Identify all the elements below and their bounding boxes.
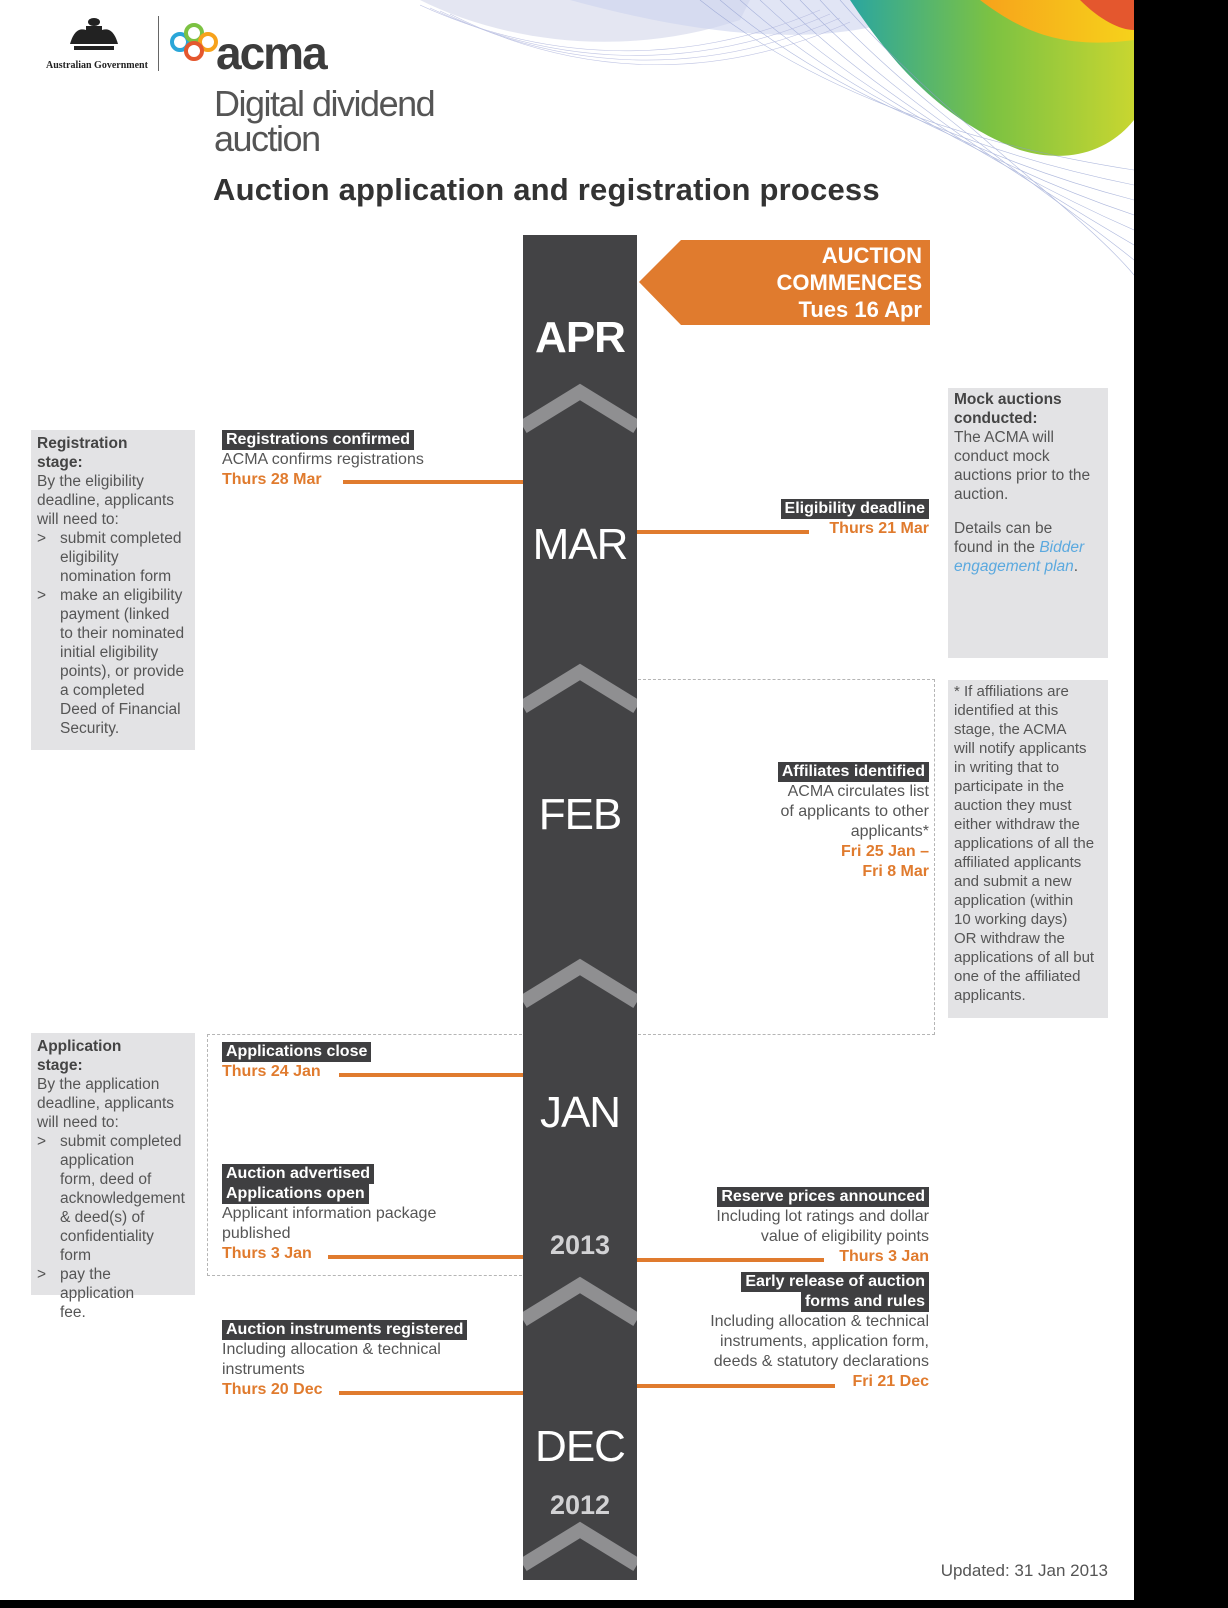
application-intro-2: deadline, applicants: [37, 1095, 175, 1112]
affiliation-note-line: will notify applicants: [954, 740, 1087, 757]
callout-line-3: Tues 16 Apr: [798, 297, 922, 322]
event-reserve-prices: [716, 1187, 929, 1267]
application-intro-3: will need to:: [37, 1114, 119, 1131]
bullet-marker: >: [37, 1266, 47, 1283]
bullet-text: make an eligibility: [60, 587, 183, 604]
month-feb: FEB: [538, 790, 622, 839]
acma-wordmark: acma: [216, 27, 326, 79]
page-title: Auction application and registration process: [213, 172, 880, 207]
registration-title-1: Registration: [37, 435, 128, 452]
bullet-text: submit completed: [60, 1133, 182, 1150]
chevron-separators: [523, 235, 637, 1580]
bullet-text: to their nominated: [60, 625, 185, 642]
application-bullet-2: [37, 1265, 189, 1322]
auction-commences-callout: [639, 240, 930, 325]
bullet-text: acknowledgement: [60, 1190, 185, 1207]
event-date: Thurs 20 Dec: [222, 1381, 323, 1398]
affiliation-note-line: participate in the: [954, 778, 1065, 795]
affiliation-note-line: stage, the ACMA: [954, 721, 1067, 738]
event-description: value of eligibility points: [760, 1228, 929, 1245]
bullet-text: Security.: [60, 720, 120, 737]
subtitle-line-2: auction: [214, 118, 320, 159]
connector-line: [339, 1391, 523, 1395]
connector-line: [328, 1255, 523, 1259]
bullet-text: a completed: [60, 682, 145, 699]
bullet-text: form, deed of: [60, 1171, 152, 1188]
mock-line-4: auction.: [954, 486, 1009, 503]
mock-details-1: Details can be: [954, 520, 1053, 537]
event-label: Applications close: [222, 1042, 371, 1062]
bidder-engagement-link-2[interactable]: engagement plan: [954, 558, 1074, 575]
registration-bullet-1: [37, 529, 189, 586]
chevron-up-icon: [523, 392, 637, 427]
callout-text: [777, 242, 922, 323]
mock-details-2: found in the: [954, 539, 1036, 556]
connector-line: [637, 1384, 835, 1388]
affiliation-note-line: OR withdraw the: [954, 930, 1065, 947]
affiliation-note-line: 10 working days): [954, 911, 1068, 928]
event-description: Including lot ratings and dollar: [716, 1208, 929, 1225]
bullet-text: submit completed: [60, 530, 182, 547]
affiliation-note-box: [948, 680, 1108, 1018]
registration-stage-box: [31, 430, 195, 750]
event-affiliates-identified: [778, 762, 929, 882]
timeline-spine: [523, 235, 637, 1580]
mock-period: .: [1073, 558, 1079, 575]
mock-line-3: auctions prior to the: [954, 467, 1091, 484]
event-date: Fri 8 Mar: [862, 863, 929, 880]
bottom-edge-bar: [0, 1600, 1228, 1608]
registration-intro-2: deadline, applicants: [37, 492, 175, 509]
event-description: instruments: [222, 1361, 305, 1378]
application-intro-1: By the application: [37, 1076, 160, 1093]
affiliation-note-line: auction they must: [954, 797, 1072, 814]
acma-logo-icon: [168, 22, 220, 62]
bullet-text: pay the application: [60, 1266, 135, 1302]
month-apr: APR: [535, 313, 625, 362]
callout-line-1: AUCTION: [821, 243, 922, 268]
event-label: Applications open: [222, 1184, 369, 1204]
event-description: deeds & statutory declarations: [713, 1353, 929, 1370]
bidder-engagement-link-1[interactable]: Bidder: [1039, 539, 1085, 556]
bullet-text: points), or provide: [60, 663, 185, 680]
event-label: Early release of auction: [741, 1272, 929, 1292]
event-label: Registrations confirmed: [222, 430, 414, 450]
event-description: Applicant information package: [222, 1205, 437, 1222]
event-instruments-registered: [222, 1320, 467, 1400]
year-2013: 2013: [549, 1230, 611, 1260]
year-2012: 2012: [549, 1490, 611, 1520]
event-date: Thurs 24 Jan: [222, 1063, 321, 1080]
registration-intro-3: will need to:: [37, 511, 119, 528]
event-date: Thurs 21 Mar: [829, 520, 929, 537]
event-date: Thurs 3 Jan: [839, 1248, 929, 1265]
mock-title-1: Mock auctions: [954, 391, 1062, 408]
mock-auctions-box: [948, 388, 1108, 658]
connector-line: [343, 480, 523, 484]
mock-line-1: The ACMA will: [954, 429, 1054, 446]
event-description: instruments, application form,: [720, 1333, 929, 1350]
mock-title-2: conducted:: [954, 410, 1038, 427]
logo-divider: [158, 16, 159, 71]
connector-line: [339, 1073, 523, 1077]
government-label: Australian Government: [46, 60, 148, 71]
bullet-text: fee.: [60, 1304, 86, 1321]
bullet-text: application: [60, 1152, 135, 1169]
month-mar: MAR: [532, 520, 628, 569]
bullet-text: & deed(s) of: [60, 1209, 145, 1226]
chevron-up-icon: [523, 967, 637, 1002]
bullet-marker: >: [37, 530, 47, 547]
connector-line: [637, 1258, 824, 1262]
event-description: Including allocation & technical: [222, 1341, 441, 1358]
registration-bullet-2: [37, 586, 189, 738]
affiliation-note-line: either withdraw the: [954, 816, 1080, 833]
event-description: ACMA confirms registrations: [222, 451, 424, 468]
bullet-text: Deed of Financial: [60, 701, 181, 718]
bullet-text: initial eligibility: [60, 644, 159, 661]
affiliation-note-line: and submit a new: [954, 873, 1072, 890]
affiliation-note-line: * If affiliations are: [954, 683, 1069, 700]
coat-of-arms-icon: [68, 16, 120, 56]
event-description: of applicants to other: [780, 803, 929, 820]
registration-title-2: stage:: [37, 454, 83, 471]
affiliation-note-line: one of the affiliated: [954, 968, 1081, 985]
chevron-up-icon: [523, 1530, 637, 1565]
bullet-text: nomination form: [60, 568, 172, 585]
application-stage-box: [31, 1033, 195, 1321]
event-description: published: [222, 1225, 291, 1242]
application-title-2: stage:: [37, 1057, 83, 1074]
event-description: applicants*: [850, 823, 929, 840]
application-bullet-1: [37, 1132, 189, 1265]
right-edge-bar: [1134, 0, 1228, 1608]
mock-line-2: conduct mock: [954, 448, 1050, 465]
event-label: Reserve prices announced: [717, 1187, 929, 1207]
bullet-text: payment (linked: [60, 606, 170, 623]
callout-line-2: COMMENCES: [776, 270, 922, 295]
bullet-marker: >: [37, 587, 47, 604]
bullet-text: eligibility: [60, 549, 119, 566]
event-date: Thurs 3 Jan: [222, 1245, 312, 1262]
connector-line: [637, 530, 809, 534]
updated-date: Updated: 31 Jan 2013: [940, 1561, 1108, 1580]
affiliation-note-line: affiliated applicants: [954, 854, 1082, 871]
affiliation-note-line: applications of all but: [954, 949, 1095, 966]
affiliation-note-line: applicants.: [954, 987, 1026, 1004]
chevron-up-icon: [523, 1285, 637, 1320]
event-label: Affiliates identified: [778, 762, 929, 782]
event-date: Fri 25 Jan –: [840, 843, 929, 860]
month-dec: DEC: [535, 1422, 625, 1471]
chevron-up-icon: [523, 672, 637, 707]
event-label: forms and rules: [801, 1292, 929, 1312]
event-description: ACMA circulates list: [787, 783, 929, 800]
bullet-text: confidentiality form: [60, 1228, 154, 1264]
affiliation-note-line: applications of all the: [954, 835, 1095, 852]
registration-intro-1: By the eligibility: [37, 473, 144, 490]
affiliation-note-line: application (within: [954, 892, 1074, 909]
month-jan: JAN: [539, 1088, 621, 1137]
event-auction-advertised: [222, 1164, 436, 1264]
event-label: Auction instruments registered: [222, 1320, 467, 1340]
event-date: Thurs 28 Mar: [222, 471, 322, 488]
application-title-1: Application: [37, 1038, 122, 1055]
affiliation-note-line: in writing that to: [954, 759, 1060, 776]
bullet-marker: >: [37, 1133, 47, 1150]
event-date: Fri 21 Dec: [852, 1373, 929, 1390]
affiliation-note-line: identified at this: [954, 702, 1059, 719]
event-label: Auction advertised: [222, 1164, 374, 1184]
subtitle-line-1: Digital dividend: [214, 83, 435, 124]
event-description: Including allocation & technical: [710, 1313, 929, 1330]
event-label: Eligibility deadline: [781, 499, 929, 519]
event-early-release: [710, 1272, 929, 1392]
